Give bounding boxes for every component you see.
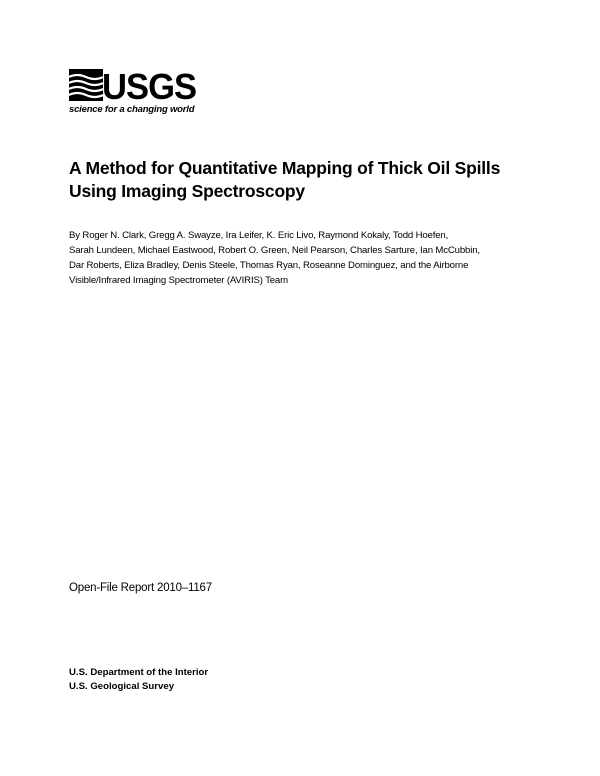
department-name: U.S. Department of the Interior	[69, 667, 209, 678]
title-line-2: Using Imaging Spectroscopy	[69, 181, 305, 201]
author-line-4: Visible/Infrared Imaging Spectrometer (AVIRIS) Team	[69, 275, 288, 286]
agency-block	[69, 666, 208, 694]
usgs-logo	[69, 67, 199, 117]
document-title	[69, 157, 549, 203]
report-number: Open-File Report 2010–1167	[69, 582, 212, 594]
author-line-1: By Roger N. Clark, Gregg A. Swayze, Ira Leifer, K. Eric Livo, Raymond Kokaly, Todd Hoefen,	[69, 230, 449, 241]
usgs-wordmark: USGS	[102, 66, 197, 107]
usgs-wave-icon	[69, 67, 103, 103]
title-line-1: A Method for Quantitative Mapping of Thick Oil Spills	[69, 158, 501, 178]
survey-name: U.S. Geological Survey	[69, 681, 175, 692]
usgs-tagline: science for a changing world	[69, 104, 195, 115]
author-line-2: Sarah Lundeen, Michael Eastwood, Robert O. Green, Neil Pearson, Charles Sarture, Ian McCubbin,	[69, 245, 480, 256]
author-line-3: Dar Roberts, Eliza Bradley, Denis Steele, Thomas Ryan, Roseanne Dominguez, and the Airborne	[69, 260, 469, 271]
author-list	[69, 228, 539, 288]
